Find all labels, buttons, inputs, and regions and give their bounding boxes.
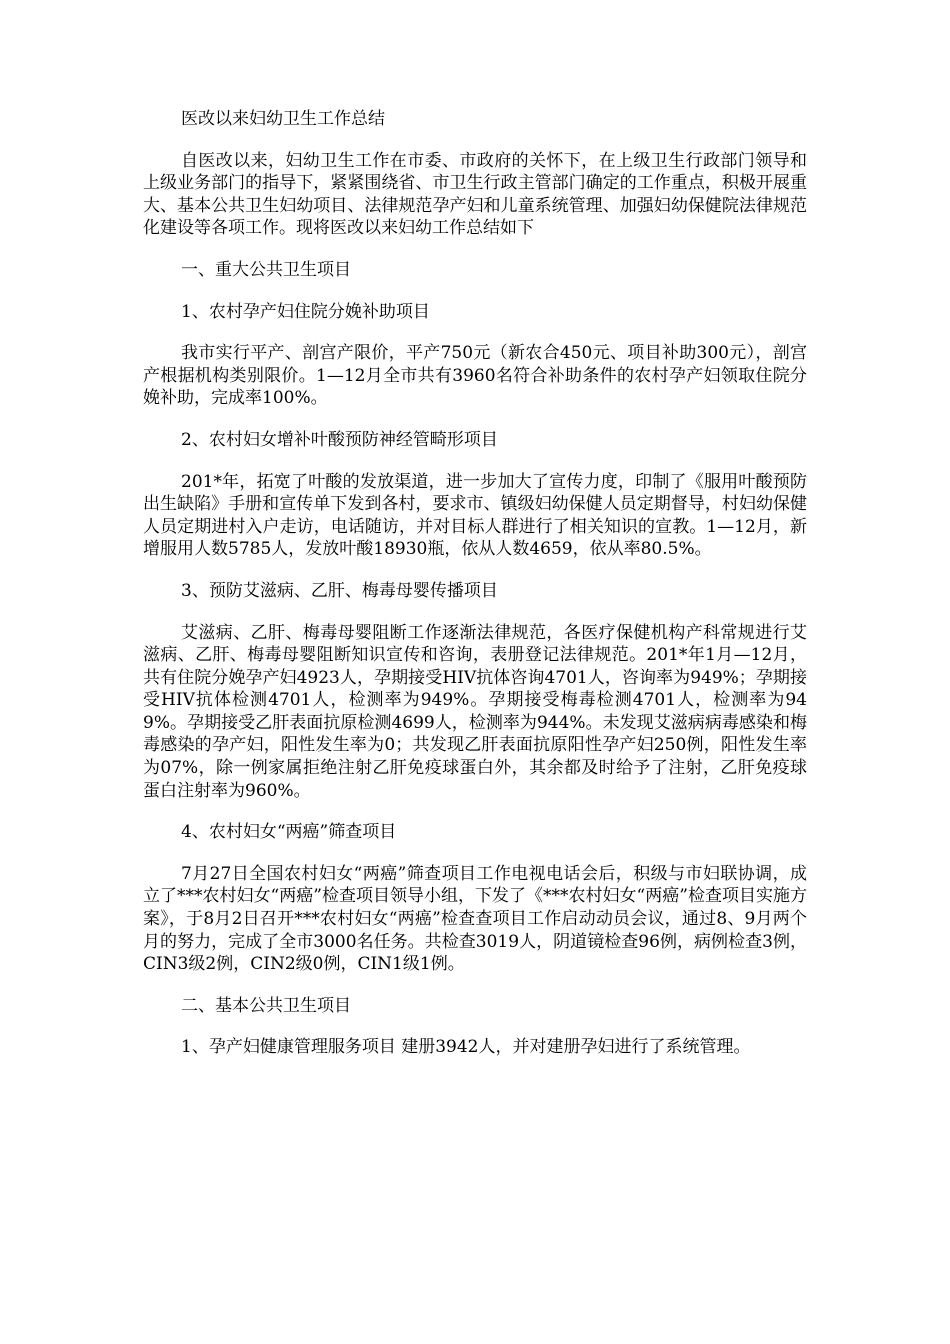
item-heading-mother-child-transmission: 3、预防艾滋病、乙肝、梅毒母婴传播项目 bbox=[181, 580, 498, 601]
item-heading-folic-acid: 2、农村妇女增补叶酸预防神经管畸形项目 bbox=[181, 429, 498, 450]
item-heading-delivery-subsidy: 1、农村孕产妇住院分娩补助项目 bbox=[181, 301, 430, 322]
item-paragraph-mother-child-transmission: 艾滋病、乙肝、梅毒母婴阻断工作逐渐法律规范，各医疗保健机构产科常规进行艾滋病、乙肝、梅毒母婴阻断知识宣传和咨询，表册登记法律规范。201*年1月—12月，共有住院分娩孕产妇4923人，孕期接受HIV抗体咨询4701人，咨询率为949%；孕期接受HIV抗体检测4701人，检测率为949%。孕期接受梅毒检测4701人，检测率为949%。孕期接受乙肝表面抗原检测4699人，检测率为944%。未发现艾滋病病毒感染和梅毒感染的孕产妇，阳性发生率为0；共发现乙肝表面抗原阳性孕产妇250例，阳性发生率为07%，除一例家属拒绝注射乙肝免疫球蛋白外，其余都及时给予了注射，乙肝免疫球蛋白注射率为960%。 bbox=[143, 622, 807, 801]
document-page bbox=[143, 108, 807, 1078]
section-heading-basic-projects: 二、基本公共卫生项目 bbox=[181, 995, 351, 1016]
item-paragraph-two-cancers-screening: 7月27日全国农村妇女“两癌”筛查项目工作电视电话会后，积级与市妇联协调，成立了***农村妇女“两癌”检查项目领导小组，下发了《***农村妇女“两癌”检查项目实施方案》，于8月2日召开***农村妇女“两癌”检查查项目工作启动动员会议，通过8、9月两个月的努力，完成了全市3000名任务。共检查3019人，阴道镜检查96例，病例检查3例，CIN3级2例，CIN2级0例，CIN1级1例。 bbox=[143, 863, 807, 975]
intro-paragraph: 自医改以来，妇幼卫生工作在市委、市政府的关怀下，在上级卫生行政部门领导和上级业务部门的指导下，紧紧围绕省、市卫生行政主管部门确定的工作重点，积极开展重大、基本公共卫生妇幼项目、法律规范孕产妇和儿童系统管理、加强妇幼保健院法律规范化建设等各项工作。现将医改以来妇幼工作总结如下 bbox=[143, 150, 807, 239]
item-paragraph-folic-acid: 201*年，拓宽了叶酸的发放渠道，进一步加大了宣传力度，印制了《服用叶酸预防出生缺陷》手册和宣传单下发到各村，要求市、镇级妇幼保健人员定期督导，村妇幼保健人员定期进村入户走访，电话随访，并对目标人群进行了相关知识的宣教。1—12月，新增服用人数5785人，发放叶酸18930瓶，依从人数4659，依从率80.5%。 bbox=[143, 471, 807, 560]
item-heading-two-cancers-screening: 4、农村妇女“两癌”筛查项目 bbox=[181, 822, 397, 843]
section-heading-major-projects: 一、重大公共卫生项目 bbox=[181, 259, 351, 280]
item-paragraph-maternal-health-management: 1、孕产妇健康管理服务项目 建册3942人，并对建册孕妇进行了系统管理。 bbox=[181, 1037, 751, 1058]
item-paragraph-delivery-subsidy: 我市实行平产、剖宫产限价，平产750元（新农合450元、项目补助300元），剖宫产根据机构类别限价。1—12月全市共有3960名符合补助条件的农村孕产妇领取住院分娩补助，完成率100%。 bbox=[143, 343, 807, 409]
document-title: 医改以来妇幼卫生工作总结 bbox=[181, 109, 385, 129]
